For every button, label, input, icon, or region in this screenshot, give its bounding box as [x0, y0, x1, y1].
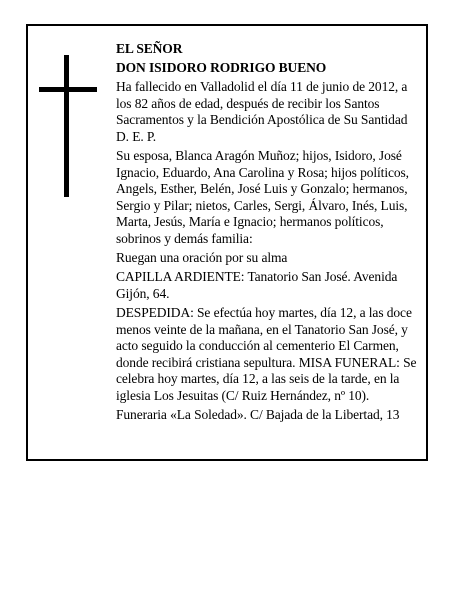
chapel-info: CAPILLA ARDIENTE: Tanatorio San José. Avenida Gijón, 64.: [116, 269, 398, 301]
deceased-name: DON ISIDORO RODRIGO BUENO: [116, 60, 327, 76]
cross-vertical-bar: [64, 55, 69, 197]
obituary-notice: [26, 24, 428, 461]
cross-icon: [39, 55, 97, 197]
death-info: Ha fallecido en Valladolid el día 11 de junio de 2012, a los 82 años de edad, después de recibir los Santos Sacramentos y la Bendición Apostólica de Su Santidad D. E. P.: [116, 79, 408, 144]
cross-horizontal-bar: [39, 87, 97, 92]
farewell-info: DESPEDIDA: Se efectúa hoy martes, día 12, a las doce menos veinte de la mañana, en el Tanatorio San José, y acto seguido la conducción al cementerio El Carmen, donde recibirá cristiana sepultura. MISA FUNERAL: Se celebra hoy martes, día 12, a las seis de la tarde, en la iglesia Los Jesuitas (C/ Ruiz Hernández, nº 10).: [116, 304, 417, 403]
notice-title: EL SEÑOR: [116, 41, 183, 56]
notice-text: [116, 41, 422, 426]
prayer-request: Ruegan una oración por su alma: [116, 250, 288, 266]
family-list: Su esposa, Blanca Aragón Muñoz; hijos, Isidoro, José Ignacio, Eduardo, Ana Carolina y Rosa; hijos políticos, Angels, Esther, Belén, José Luis y Gonzalo; hermanos, Sergio y Pilar; nietos, Carles, Sergi, Álvaro, Inés, Luis, Marta, Jesús, María e Ignacio; hermanos políticos, sobrinos y demás familia:: [116, 148, 409, 247]
funeral-home: Funeraria «La Soledad». C/ Bajada de la Libertad, 13: [116, 406, 400, 422]
